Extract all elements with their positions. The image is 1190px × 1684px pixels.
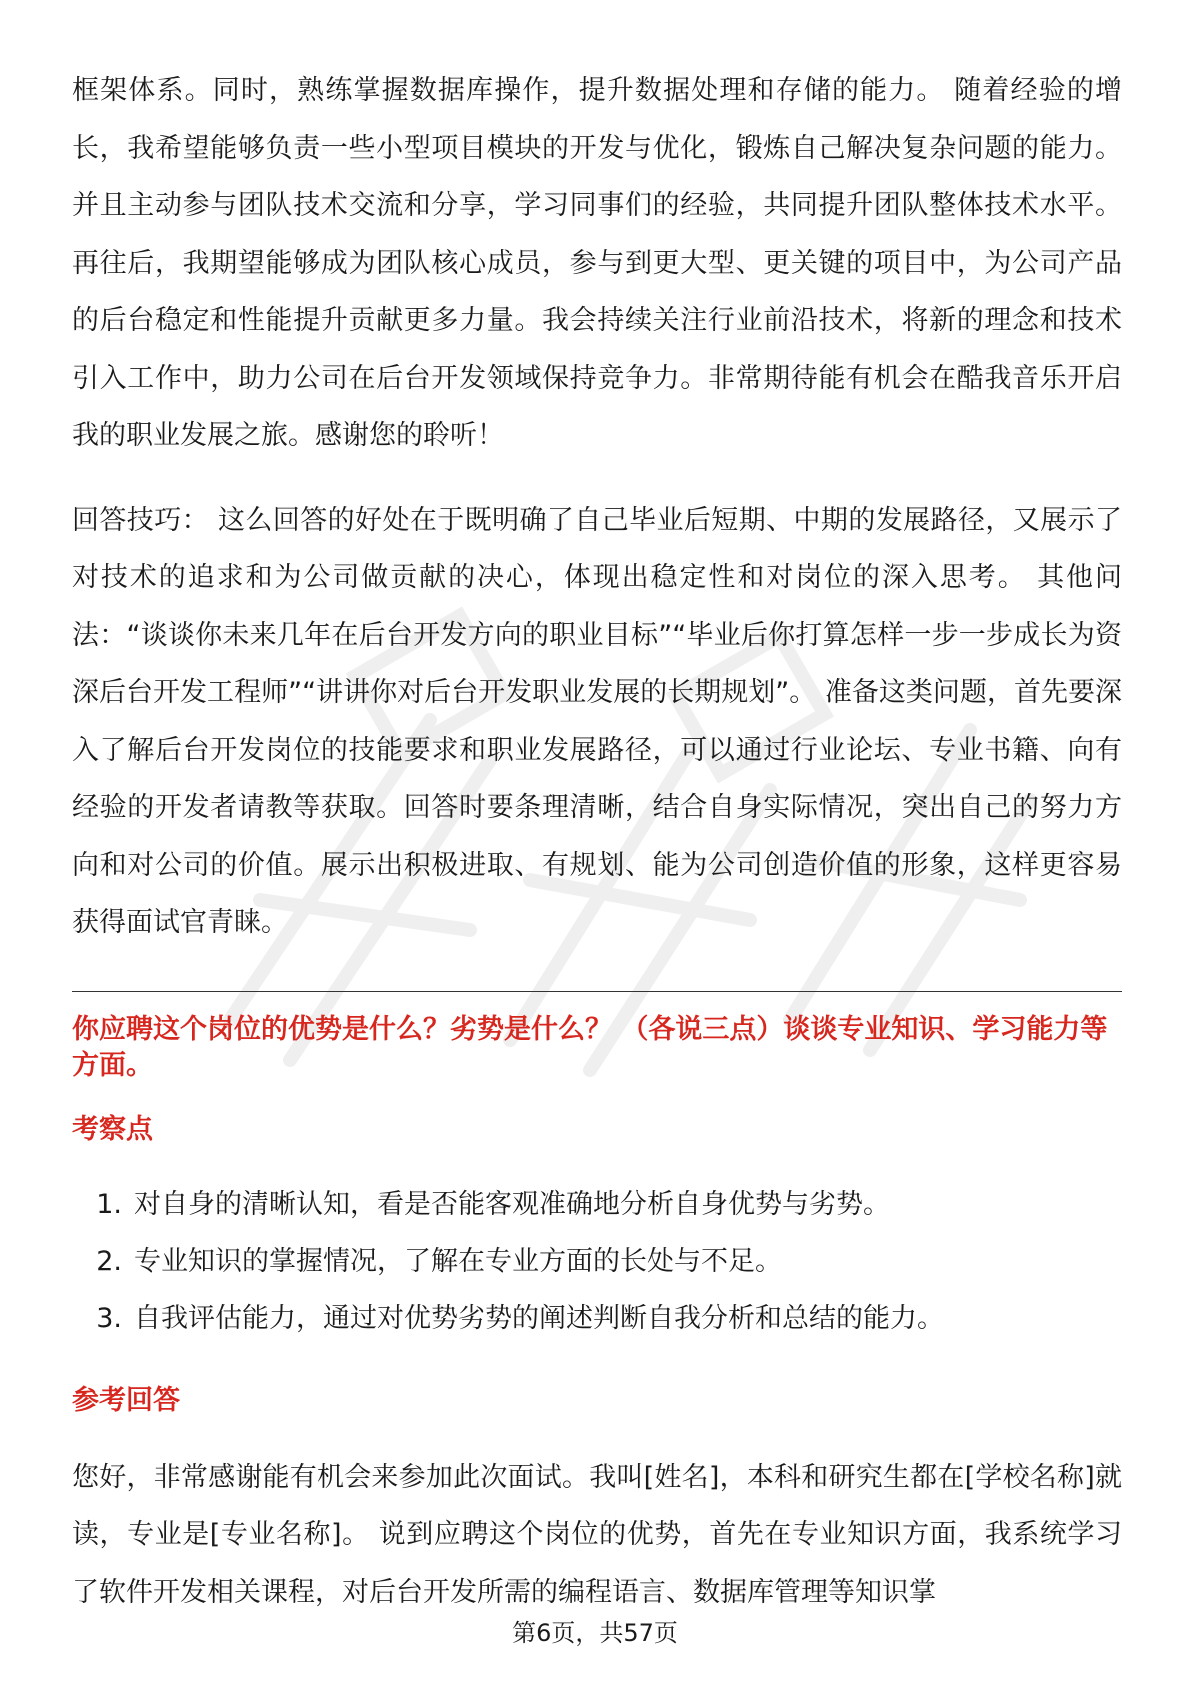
tips-paragraph: 回答技巧： 这么回答的好处在于既明确了自己毕业后短期、中期的发展路径，又展示了对技术的追求和为公司做贡献的决心，体现出稳定性和对岗位的深入思考。 其他问法：“谈谈你未来几年在后台开发方向的职业目标”“毕业后你打算怎样一步一步成长为资深后台开发工程师”“讲讲你对后台开发职业发展的长期规划”。 准备这类问题，首先要深入了解后台开发岗位的技能要求和职业发展路径，可以通过行业论坛、专业书籍、向有经验的开发者请教等获取。回答时要条理清晰，结合自身实际情况，突出自己的努力方向和对公司的价值。展示出积极进取、有规划、能为公司创造价值的形象，这样更容易获得面试官青睐。 [72, 504, 1122, 938]
list-item-number: 2. [96, 1245, 122, 1277]
intro-paragraph: 框架体系。同时，熟练掌握数据库操作，提升数据处理和存储的能力。 随着经验的增长，我希望能够负责一些小型项目模块的开发与优化，锻炼自己解决复杂问题的能力。并且主动参与团队技术交流和分享，学习同事们的经验，共同提升团队整体技术水平。 再往后，我期望能够成为团队核心成员，参与到更大型、更关键的项目中，为公司产品的后台稳定和性能提升贡献更多力量。我会持续关注行业前沿技术，将新的理念和技术引入工作中，助力公司在后台开发领域保持竞争力。非常期待能有机会在酷我音乐开启我的职业发展之旅。感谢您的聆听！ [72, 75, 1122, 451]
list-item-number: 1. [96, 1188, 122, 1220]
section-divider [72, 991, 1122, 992]
list-item-number: 3. [96, 1302, 122, 1334]
list-item-text: 对自身的清晰认知，看是否能客观准确地分析自身优势与劣势。 [134, 1188, 890, 1220]
list-item-text: 专业知识的掌握情况，了解在专业方面的长处与不足。 [134, 1245, 782, 1277]
answer-heading: 参考回答 [72, 1384, 180, 1416]
list-item [72, 1176, 1122, 1233]
answer-paragraph: 您好，非常感谢能有机会来参加此次面试。我叫[姓名]，本科和研究生都在[学校名称]就读，专业是[专业名称]。 说到应聘这个岗位的优势，首先在专业知识方面，我系统学习了软件开发相关课程，对后台开发所需的编程语言、数据库管理等知识掌 [72, 1461, 1122, 1608]
page-number-footer: 第6页，共57页 [512, 1619, 678, 1647]
list-item [72, 1233, 1122, 1290]
focus-points-list [72, 1176, 1122, 1347]
list-item [72, 1290, 1122, 1347]
list-item-text: 自我评估能力，通过对优势劣势的阐述判断自我分析和总结的能力。 [134, 1302, 944, 1334]
focus-heading: 考察点 [72, 1113, 153, 1145]
page-content [72, 62, 1122, 1621]
question-title: 你应聘这个岗位的优势是什么？劣势是什么？ （各说三点）谈谈专业知识、学习能力等方面。 [72, 1013, 1108, 1081]
